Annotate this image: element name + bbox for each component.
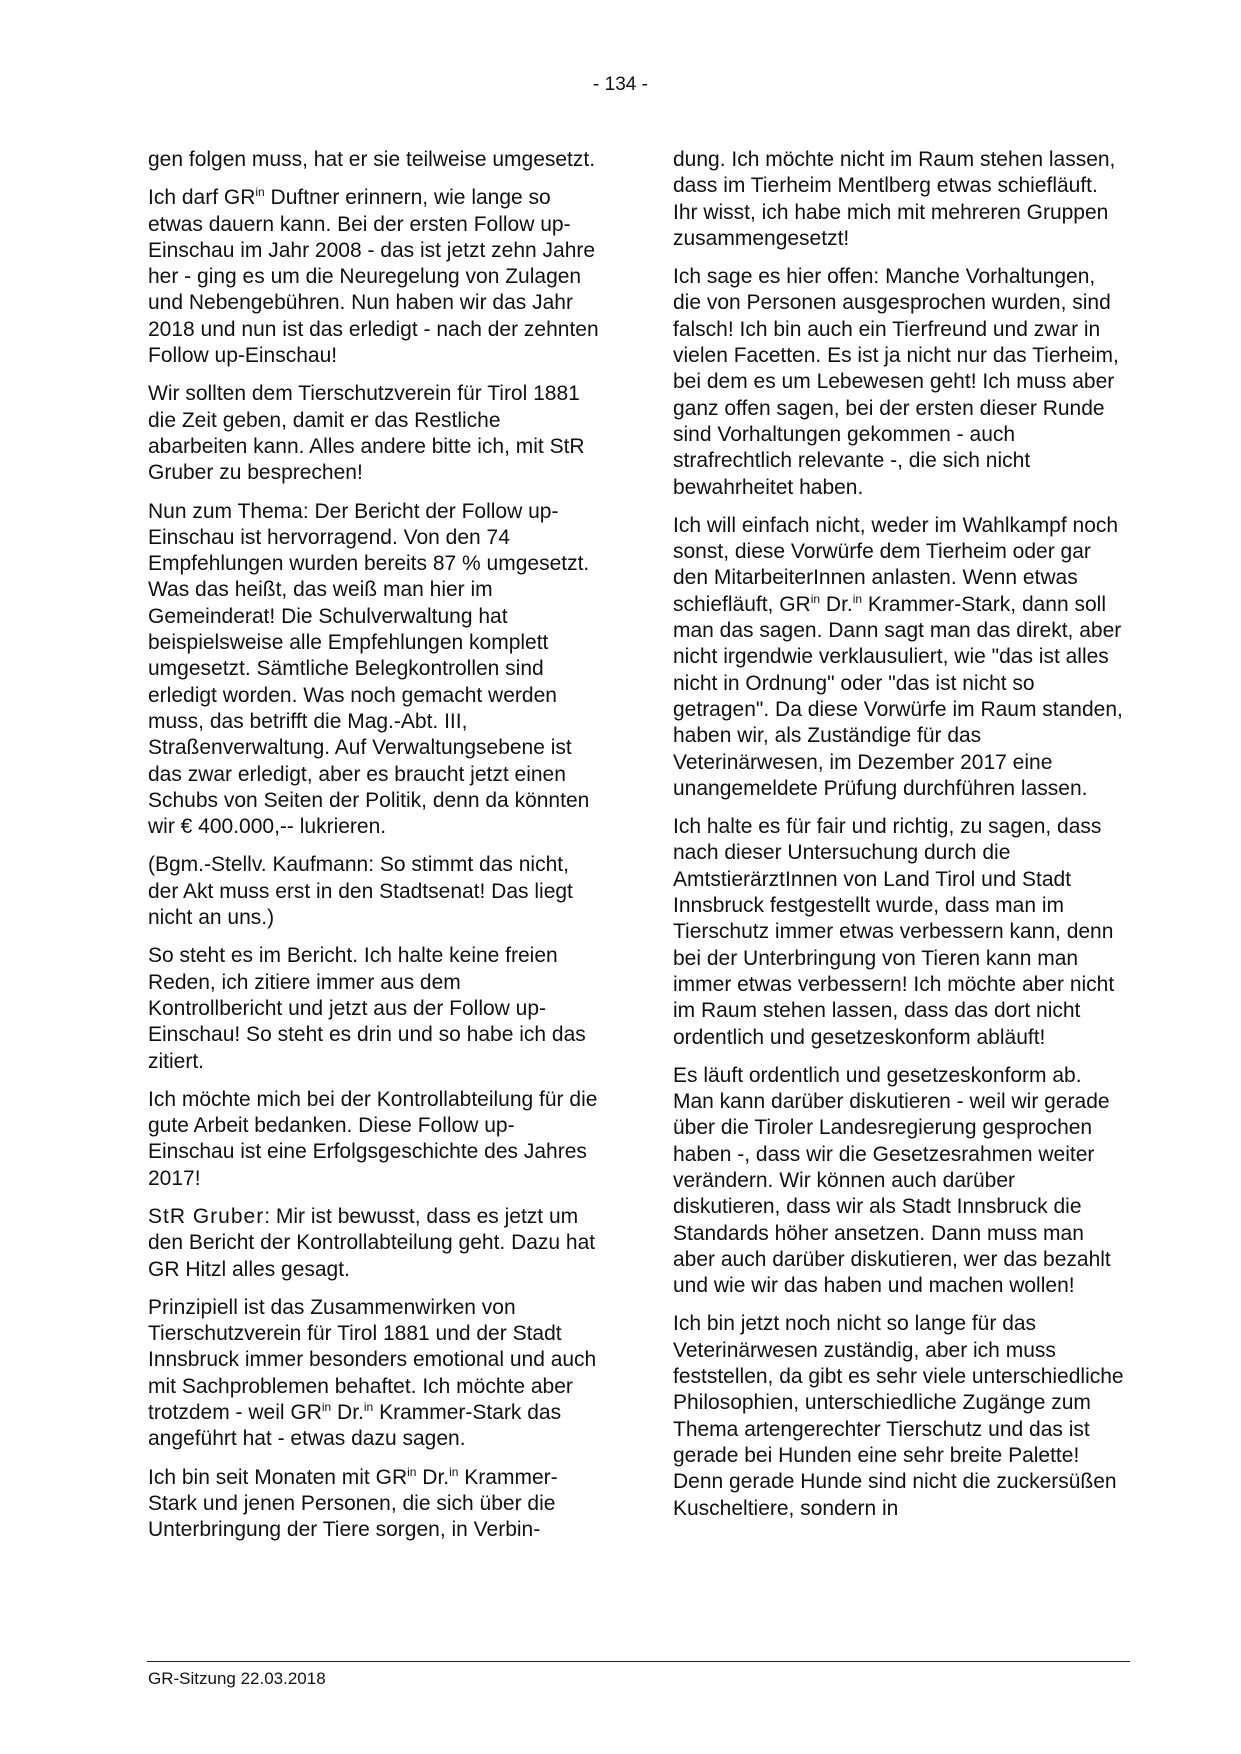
paragraph: Ich bin jetzt noch nicht so lange für das Veterinärwesen zuständig, aber ich muss feststellen, da gibt es sehr viele unterschiedliche Philosophien, unterschiedliche Zugänge zum Thema artengerechter Tierschutz und das ist gerade bei Hunden eine sehr breite Palette! Denn gerade Hunde sind nicht die zuckersüßen Kuscheltiere, sondern in [673, 1312, 1124, 1520]
paragraph: Ich sage es hier offen: Manche Vorhaltungen, die von Personen ausgesprochen wurden, sind falsch! Ich bin auch ein Tierfreund und zwar in vielen Facetten. Es ist ja nicht nur das Tierheim, bei dem es um Lebewesen geht! Ich muss aber ganz offen sagen, bei der ersten dieser Runde sind Vorhaltungen gekommen - auch strafrechtlich relevante -, die sich nicht bewahrheitet haben. [673, 265, 1119, 499]
paragraph: dung. Ich möchte nicht im Raum stehen lassen, dass im Tierheim Mentlberg etwas schiefläuft. Ihr wisst, ich habe mich mit mehreren Gruppen zusammengesetzt! [673, 148, 1116, 250]
page-number: - 134 - [593, 74, 648, 95]
footer-divider [147, 1661, 1130, 1662]
paragraph: Ich will einfach nicht, weder im Wahlkampf noch sonst, diese Vorwürfe dem Tierheim oder gar den MitarbeiterInnen anlasten. Wenn etwas schiefläuft, $GR^{in}$ Dr.$^{in}$ Krammer-Stark, dann soll man das sagen. Dann sagt man das direkt, aber nicht irgendwie verklausuliert, wie "das ist alles nicht in Ordnung" oder "das ist nicht so getragen". Da diese Vorwürfe im Raum standen, haben wir, als Zuständige für das Veterinärwesen, im Dezember 2017 eine unangemeldete Prüfung durchführen lassen. [673, 513, 1123, 800]
speaker-name: StR Gruber [148, 1204, 265, 1228]
paragraph: Ich halte es für fair und richtig, zu sagen, dass nach dieser Untersuchung durch die AmtstierärztInnen von Land Tirol und Stadt Innsbruck festgestellt wurde, dass man im Tierschutz immer etwas verbessern kann, denn bei der Unterbringung von Tieren kann man immer etwas verbessern! Ich möchte aber nicht im Raum stehen lassen, dass das dort nicht ordentlich und gesetzeskonform abläuft! [673, 815, 1115, 1049]
speaker-paragraph: StR Gruber: Mir ist bewusst, dass es jetzt um den Bericht der Kontrollabteilung geht. Dazu hat GR Hitzl alles gesagt. [148, 1204, 596, 1281]
paragraph: Wir sollten dem Tierschutzverein für Tirol 1881 die Zeit geben, damit er das Restliche abarbeiten kann. Alles andere bitte ich, mit StR Gruber zu besprechen! [148, 382, 585, 485]
paragraph: Prinzipiell ist das Zusammenwirken von Tierschutzverein für Tirol 1881 und der Stadt Innsbruck immer besonders emotional und auch mit Sachproblemen behaftet. Ich möchte aber trotzdem - weil $GR^{in}$ Dr.$^{in}$ Krammer-Stark das angeführt hat - etwas dazu sagen. [148, 1295, 597, 1451]
paragraph: Es läuft ordentlich und gesetzeskonform ab. Man kann darüber diskutieren - weil wir gerade über die Tiroler Landesregierung gesprochen haben -, dass wir die Gesetzesrahmen weiter verändern. Wir können auch darüber diskutieren, dass wir als Stadt Innsbruck die Standards höher ansetzen. Dann muss man aber auch darüber diskutieren, wer das bezahlt und wie wir das haben und machen wollen! [673, 1063, 1111, 1298]
left-column [148, 147, 600, 1556]
paragraph: Ich möchte mich bei der Kontrollabteilung für die gute Arbeit bedanken. Diese Follow up-Einschau ist eine Erfolgsgeschichte des Jahres 2017! [148, 1087, 598, 1190]
paragraph: Ich bin seit Monaten mit $GR^{in}$ Dr.$^{in}$ Krammer-Stark und jenen Personen, die sich über die Unterbringung der Tiere sorgen, in Verbin- [148, 1464, 558, 1542]
footer-text: GR-Sitzung 22.03.2018 [148, 1669, 326, 1688]
paragraph: gen folgen muss, hat er sie teilweise umgesetzt. [148, 148, 596, 171]
paragraph: So steht es im Bericht. Ich halte keine freien Reden, ich zitiere immer aus dem Kontrollbericht und jetzt aus der Follow up-Einschau! So steht es drin und so habe ich das zitiert. [148, 944, 586, 1073]
right-column [673, 147, 1125, 1534]
paragraph: Nun zum Thema: Der Bericht der Follow up-Einschau ist hervorragend. Von den 74 Empfehlungen wurden bereits 87 % umgesetzt. Was das heißt, das weiß man hier im Gemeinderat! Die Schulverwaltung hat beispielsweise alle Empfehlungen komplett umgesetzt. Sämtliche Belegkontrollen sind erledigt worden. Was noch gemacht werden muss, das betrifft die Mag.-Abt. III, Straßenverwaltung. Auf Verwaltungsebene ist das zwar erledigt, aber es braucht jetzt einen Schubs von Seiten der Politik, denn da könnten wir € 400.000,-- lukrieren. [148, 499, 590, 839]
paragraph: Ich darf $GR^{in}$ Duftner erinnern, wie lange so etwas dauern kann. Bei der ersten Follow up-Einschau im Jahr 2008 - das ist jetzt zehn Jahre her - ging es um die Neuregelung von Zulagen und Nebengebühren. Nun haben wir das Jahr 2018 und nun ist das erledigt - nach der zehnten Follow up-Einschau! [148, 185, 599, 368]
interjection: (Bgm.-Stellv. Kaufmann: So stimmt das nicht, der Akt muss erst in den Stadtsenat! Das liegt nicht an uns.) [148, 853, 573, 930]
